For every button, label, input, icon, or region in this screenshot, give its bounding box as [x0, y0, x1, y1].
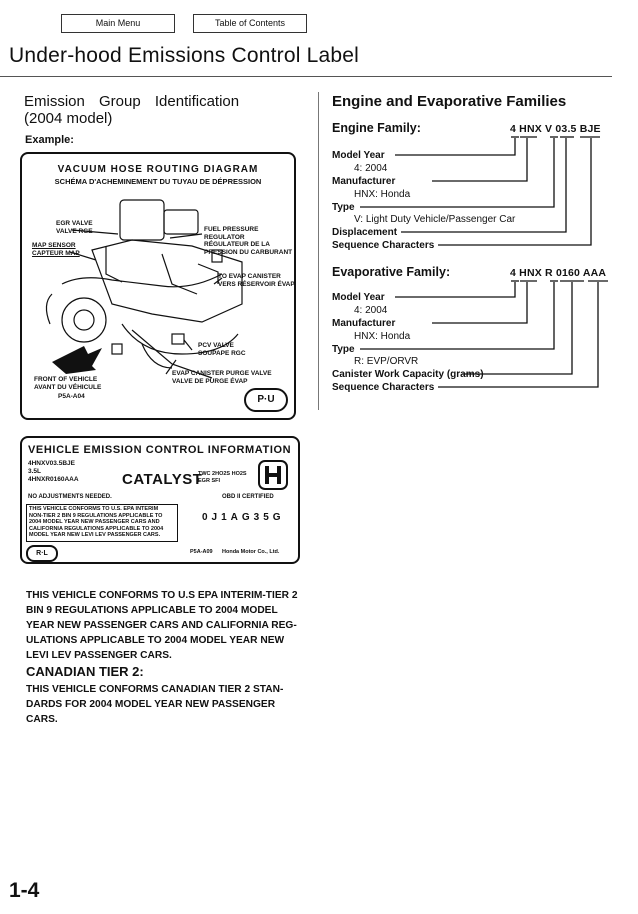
example-label: Example: [25, 134, 74, 146]
engine-displacement-label: Displacement [332, 227, 398, 238]
main-menu-button[interactable]: Main Menu [61, 14, 175, 33]
engine-family-code: 4 HNX V 03.5 BJE [510, 123, 601, 135]
evap-manufacturer-leader [432, 282, 527, 323]
evap-canister-label: TO EVAP CANISTER VERS RÉSERVOIR ÉVAP [218, 273, 295, 288]
families-heading: Engine and Evaporative Families [332, 93, 567, 110]
engine-sequence-label: Sequence Characters [332, 240, 435, 251]
engine-manufacturer-leader [432, 138, 527, 181]
pu-badge: P·U [244, 388, 288, 412]
fuel-pressure-label: FUEL PRESSURE REGULATOR RÉGULATEUR DE LA PRESSION DU CARBURANT [204, 226, 293, 256]
evap-capacity-label: Canister Work Capacity (grams) [332, 369, 484, 380]
vacuum-part-code: P5A-A04 [58, 393, 85, 400]
honda-maker-text: Honda Motor Co., Ltd. [222, 549, 280, 555]
us-conformity-text: THIS VEHICLE CONFORMS TO U.S EPA INTERIM-TIER 2 BIN 9 REGULATIONS APPLICABLE TO 2004 MODEL YEAR NEW PASSENGER CARS AND CALIFORNIA REG- ULATIONS APPLICABLE TO 2004 MODEL YEAR NEW LEVI LEV PASSENGER CARS. [26, 590, 298, 661]
evap-type-leader [360, 282, 554, 349]
front-of-vehicle-label: FRONT OF VEHICLE AVANT DU VÉHICULE [34, 376, 102, 391]
veci-code: 0J1AG35G [202, 512, 285, 523]
pcv-valve-label: PCV VALVE SOUPAPE RGC [198, 342, 246, 357]
evap-model-year-label: Model Year [332, 292, 385, 303]
egr-valve-label: EGR VALVE VALVE RGE [56, 220, 93, 235]
evap-manufacturer-value: HNX: Honda [354, 331, 411, 342]
obd-certified-text: OBD II CERTIFIED [222, 494, 274, 500]
evap-model-year-leader [395, 282, 515, 297]
engine-model-year-leader [395, 138, 515, 155]
engine-manufacturer-label: Manufacturer [332, 176, 396, 187]
page-title: Under-hood Emissions Control Label [9, 44, 359, 67]
engine-family-label: Engine Family: [332, 121, 421, 135]
veci-title: VEHICLE EMISSION CONTROL INFORMATION [28, 444, 292, 456]
veci-conformance-box: THIS VEHICLE CONFORMS TO U.S. EPA INTERIM NON-TIER 2 BIN 9 REGULATIONS APPLICABLE TO 2004 MODEL YEAR NEW PASSENGER CARS AND CALIFORNIA REGULATIONS APPLICABLE TO 2004 MODEL YEAR NEW LEVI LEV PASSENGER CARS. [26, 504, 178, 542]
table-of-contents-button[interactable]: Table of Contents [193, 14, 307, 33]
page-number: 1-4 [9, 879, 40, 902]
evap-type-value: R: EVP/ORVR [354, 356, 419, 367]
catalyst-text: CATALYST [122, 471, 203, 488]
emission-group-title: Emission Group Identification [24, 93, 240, 110]
evap-model-year-value: 4: 2004 [354, 305, 388, 316]
vacuum-hose-title: VACUUM HOSE ROUTING DIAGRAM [57, 164, 259, 175]
evap-sequence-leader [438, 282, 598, 387]
canadian-tier-heading: CANADIAN TIER 2: [26, 664, 144, 679]
engine-displacement-leader [401, 138, 566, 232]
engine-model-year-label: Model Year [332, 150, 385, 161]
evap-family-label: Evaporative Family: [332, 265, 451, 279]
canadian-conformity-text: THIS VEHICLE CONFORMS CANADIAN TIER 2 STAN- DARDS FOR 2004 MODEL YEAR NEW PASSENGER CARS. [26, 684, 284, 725]
evap-sequence-label: Sequence Characters [332, 382, 435, 393]
evap-capacity-leader [462, 282, 572, 374]
emission-group-model: (2004 model) [24, 110, 113, 127]
purge-valve-label: EVAP CANISTER PURGE VALVE VALVE DE PURGE ÉVAP [172, 370, 272, 385]
engine-type-label: Type [332, 202, 355, 213]
vacuum-hose-subtitle: SCHÉMA D'ACHEMINEMENT DU TUYAU DE DÉPRESSION [54, 177, 262, 186]
evap-type-label: Type [332, 344, 355, 355]
engine-type-value: V: Light Duty Vehicle/Passenger Car [354, 214, 516, 225]
no-adjustments-text: NO ADJUSTMENTS NEEDED. [28, 494, 112, 500]
twc-text: TWC 2HO2S HO2S EGR SFI [198, 471, 247, 484]
engine-manufacturer-value: HNX: Honda [354, 189, 411, 200]
evap-manufacturer-label: Manufacturer [332, 318, 396, 329]
engine-type-leader [360, 138, 554, 207]
map-sensor-label: MAP SENSOR CAPTEUR MAP [32, 242, 80, 257]
evap-family-code: 4 HNX R 0160 AAA [510, 267, 607, 279]
veci-part-code: P5A-A09 [190, 549, 213, 555]
engine-model-year-value: 4: 2004 [354, 163, 388, 174]
rl-badge: R·L [26, 545, 58, 562]
veci-family-codes: 4HNXV03.5BJE 3.5L 4HNXR0160AAA [28, 460, 79, 483]
